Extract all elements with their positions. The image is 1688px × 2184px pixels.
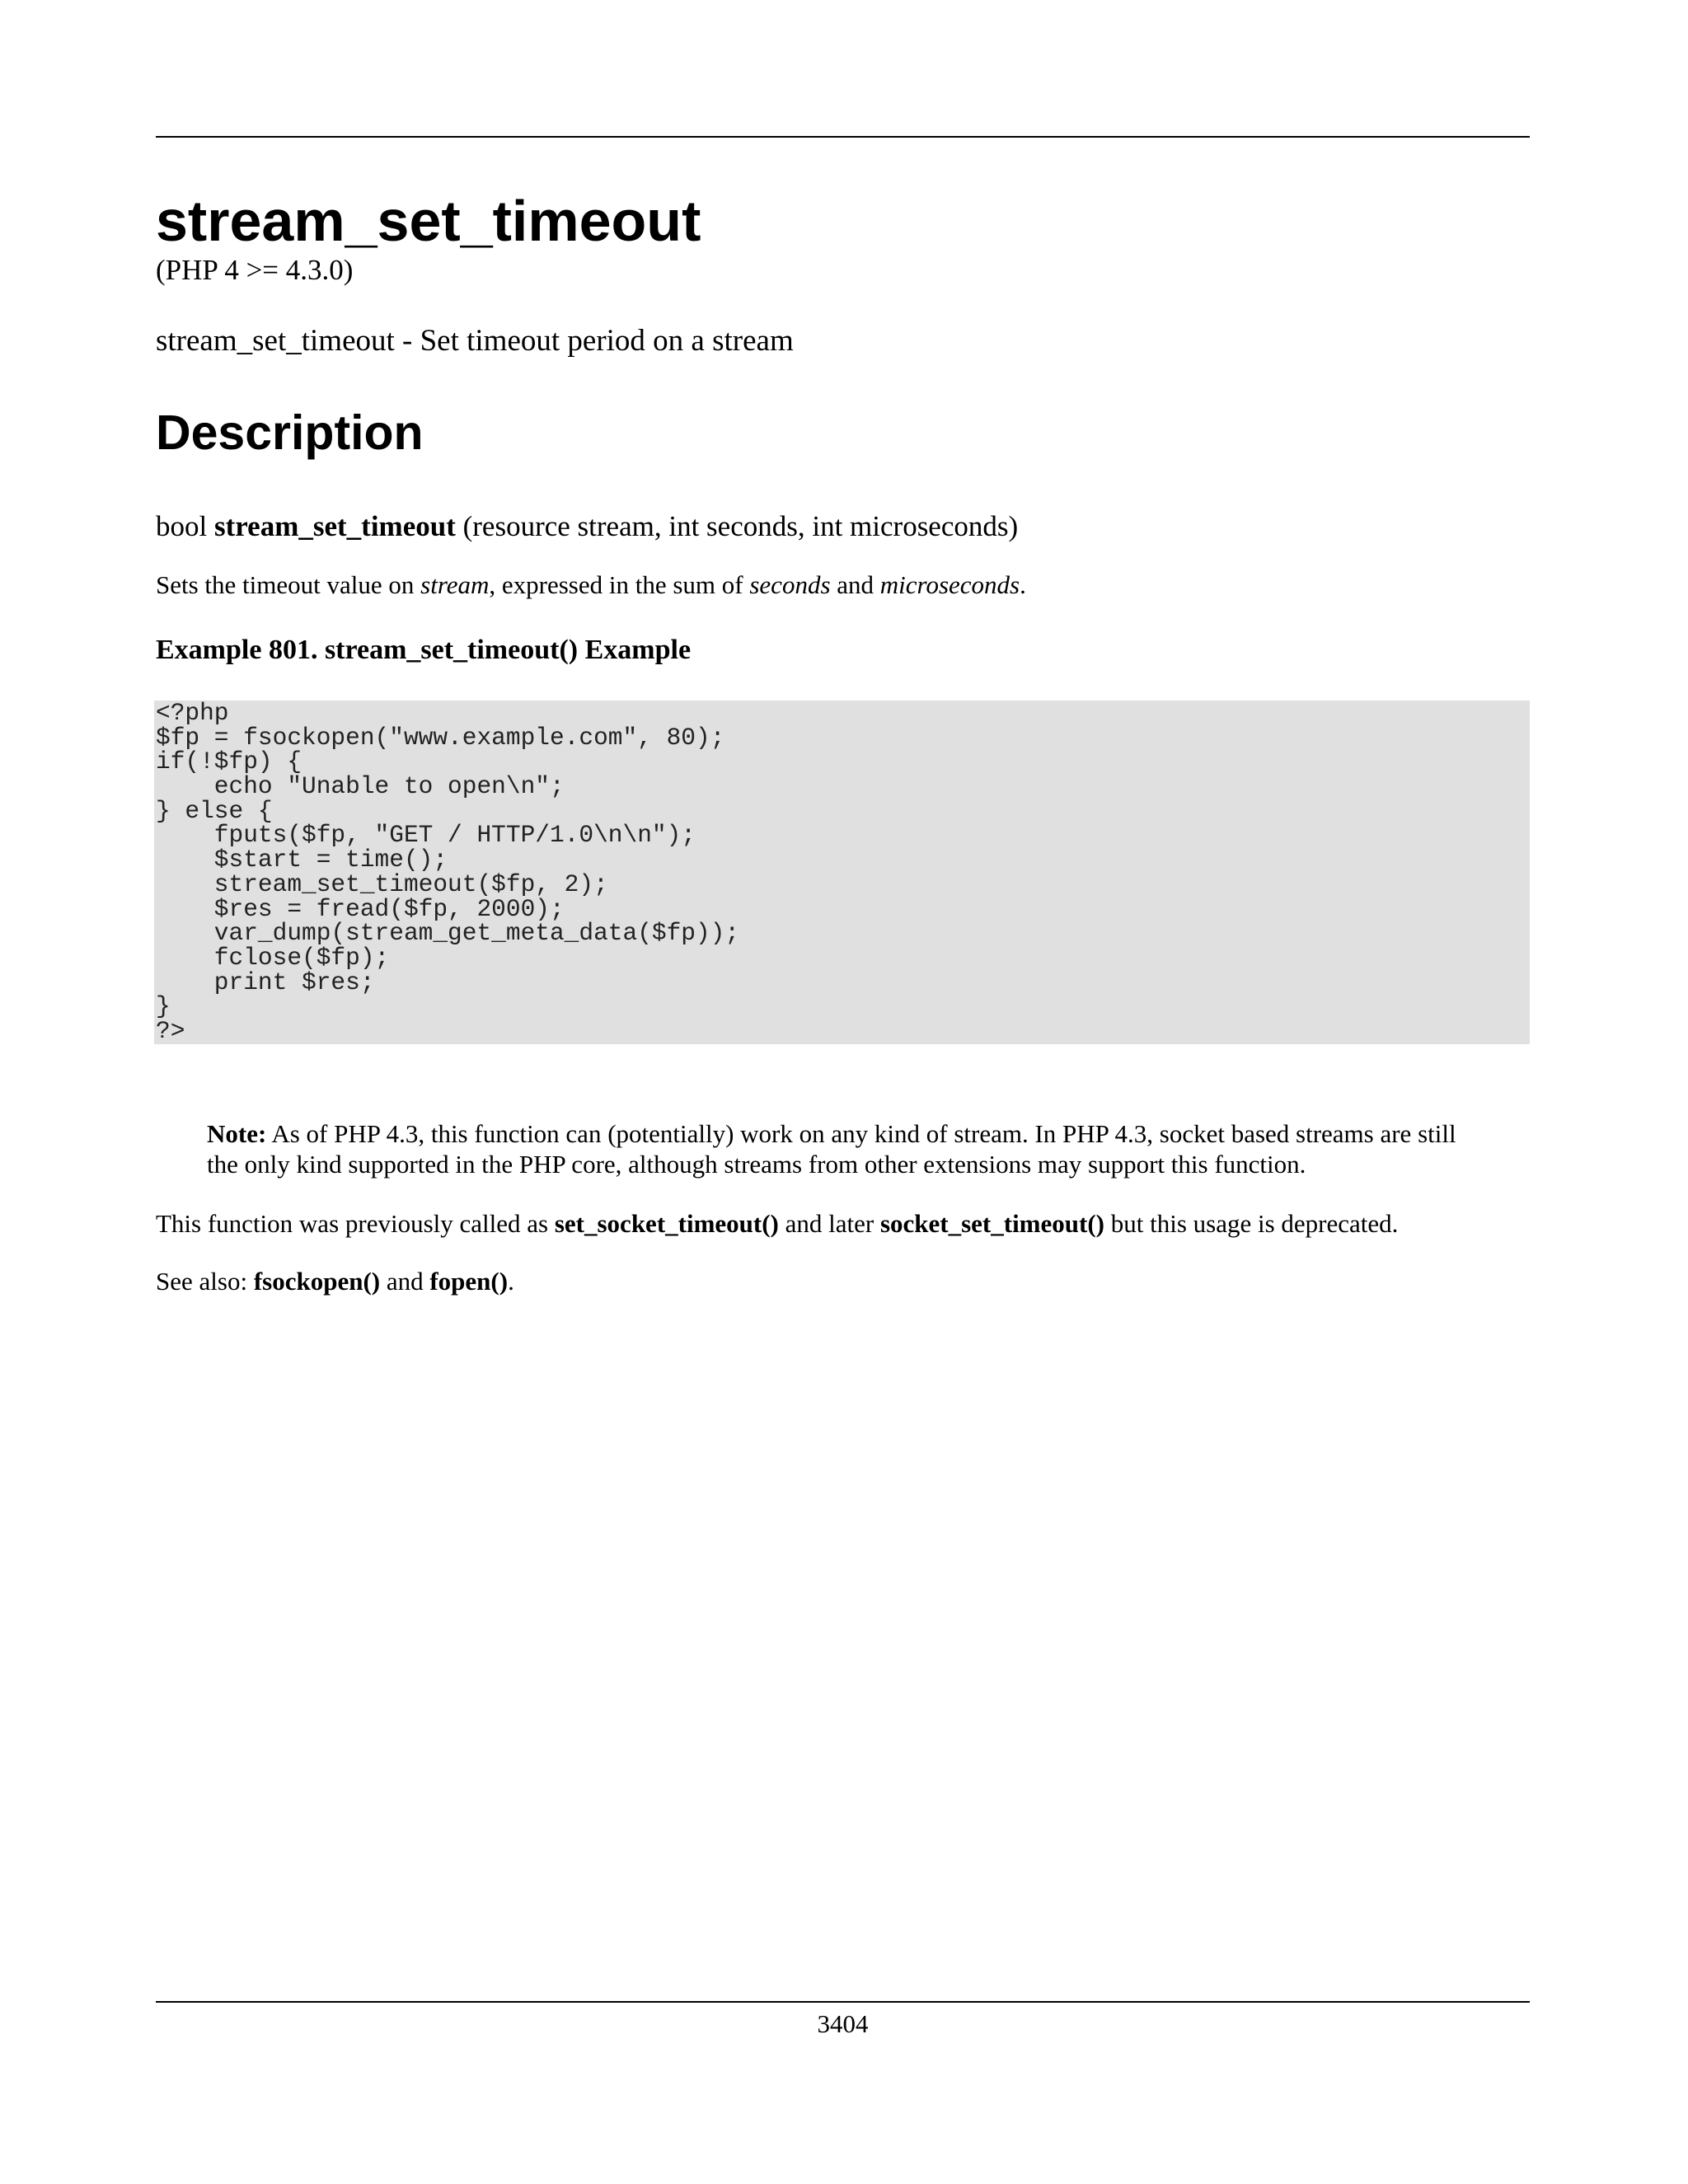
description-paragraph: [156, 569, 1026, 602]
synopsis-function-name: stream_set_timeout: [213, 510, 456, 542]
function-synopsis: [156, 509, 1018, 545]
deprecation-paragraph: [156, 1207, 1398, 1240]
text-run: and: [380, 1267, 430, 1296]
text-run: , expressed in the sum of: [489, 570, 750, 599]
code-line: stream_set_timeout($fp, 2);: [156, 869, 608, 898]
function-reference: set_socket_timeout(): [554, 1209, 779, 1238]
param-seconds: seconds: [749, 570, 831, 599]
text-run: and: [830, 570, 880, 599]
note-text: As of PHP 4.3, this function can (potentially) work on any kind of stream. In PHP 4.3, socket based streams are still the only kind supported in the PHP core, although streams from other extensions may support this function.: [207, 1119, 1456, 1179]
code-line: } else {: [156, 796, 273, 825]
page-number: 3404: [817, 2009, 869, 2038]
synopsis-params: (resource stream, int seconds, int microseconds): [462, 510, 1019, 542]
param-stream: stream: [420, 570, 490, 599]
bottom-rule: [156, 2001, 1530, 2003]
code-line: }: [156, 992, 171, 1021]
code-example: [154, 701, 1530, 1044]
function-purpose: stream_set_timeout - Set timeout period on a stream: [156, 324, 794, 358]
param-microseconds: microseconds: [879, 570, 1020, 599]
code-line: $start = time();: [156, 846, 448, 874]
see-also-link: fsockopen(): [253, 1267, 381, 1296]
text-run: .: [508, 1267, 514, 1296]
code-line: echo "Unable to open\n";: [156, 772, 565, 801]
code-line: $res = fread($fp, 2000);: [156, 894, 565, 923]
code-line: print $res;: [156, 968, 375, 996]
code-line: var_dump(stream_get_meta_data($fp));: [156, 919, 740, 948]
description-heading: Description: [156, 405, 424, 460]
text-run: Sets the timeout value on: [156, 570, 421, 599]
code-line: ?>: [156, 1016, 185, 1045]
code-line: fclose($fp);: [156, 943, 390, 972]
code-line: if(!$fp) {: [156, 748, 302, 776]
function-reference: socket_set_timeout(): [879, 1209, 1104, 1238]
see-also-paragraph: [156, 1265, 514, 1298]
text-run: but this usage is deprecated.: [1104, 1209, 1399, 1238]
top-rule: [156, 136, 1530, 138]
synopsis-return-type: bool: [156, 510, 208, 542]
see-also-link: fopen(): [429, 1267, 509, 1296]
code-line: <?php: [156, 699, 229, 727]
function-title: stream_set_timeout: [156, 189, 701, 253]
text-run: See also:: [156, 1267, 254, 1296]
example-title: Example 801. stream_set_timeout() Example: [156, 635, 692, 665]
manual-page: [156, 0, 1530, 2184]
text-run: .: [1020, 570, 1026, 599]
code-line: $fp = fsockopen("www.example.com", 80);: [156, 723, 725, 752]
version-info: (PHP 4 >= 4.3.0): [156, 254, 354, 286]
code-line: fputs($fp, "GET / HTTP/1.0\n\n");: [156, 821, 696, 850]
note-label: Note:: [207, 1119, 267, 1148]
text-run: and later: [778, 1209, 880, 1238]
text-run: This function was previously called as: [156, 1209, 555, 1238]
note-block: [207, 1118, 1493, 1179]
